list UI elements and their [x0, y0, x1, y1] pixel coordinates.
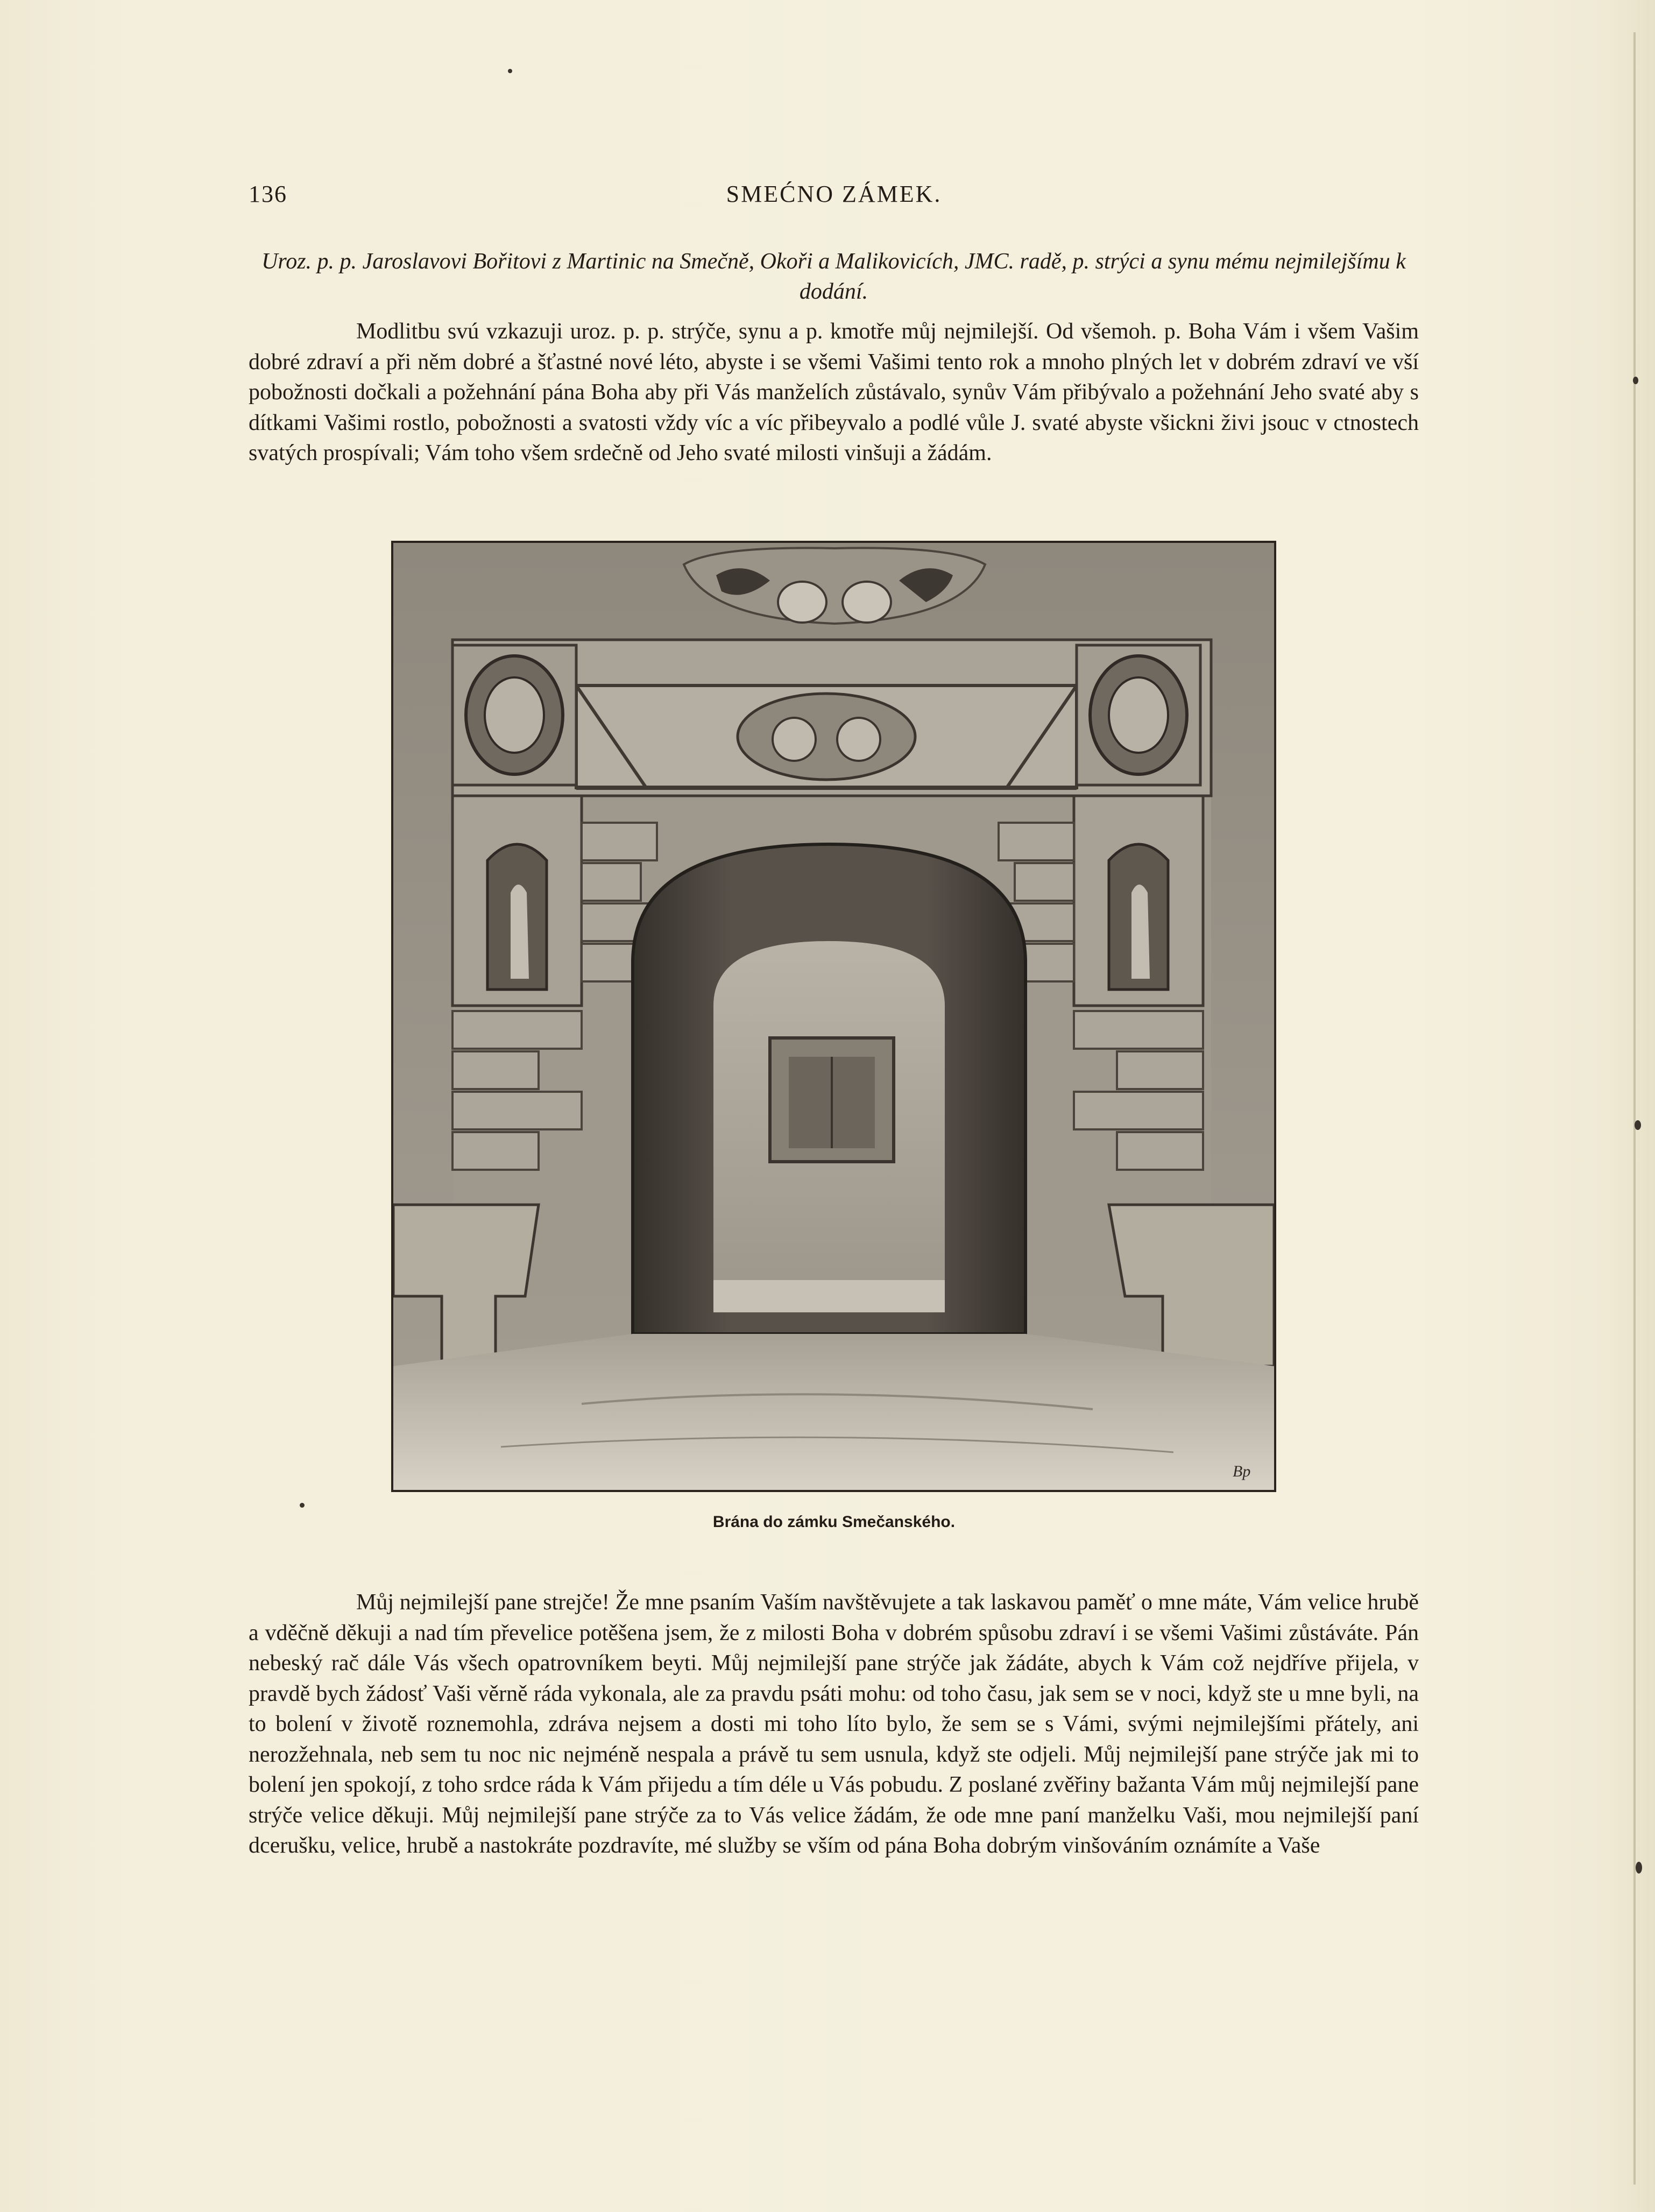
page-number: 136	[249, 181, 287, 207]
paper-speck	[300, 1503, 305, 1508]
illustration-caption: Brána do zámku Smečanského.	[712, 1513, 956, 1531]
paper-speck	[508, 69, 512, 73]
page-edge	[1633, 32, 1636, 2185]
running-title: SMEĆNO ZÁMEK.	[726, 181, 942, 207]
gate-illustration	[391, 541, 1276, 1492]
artist-signature: Bp	[1233, 1462, 1251, 1480]
paper-speck	[1633, 377, 1638, 384]
paper-speck	[1635, 1120, 1641, 1130]
letter-address: Uroz. p. p. Jaroslavovi Bořitovi z Martinic na Smečně, Okoři a Malikovicích, JMC. radě, p. strýci a synu mému nejmilejšímu k dodání.	[261, 249, 1406, 304]
courtyard-ground	[393, 1334, 1274, 1490]
letter-paragraph-2: Můj nejmilejší pane strejče! Že mne psaním Vaším navštěvujete a tak laskavou paměť o mne máte, Vám velice hrubě a vděčně děkuji a nad tím převelice potěšena jsem, že z milosti Boha v dobrém spůsobu zdraví i se všemi Vašimi zůstáváte. Pán nebeský rač dále Vás všech opatrovníkem beyti. Můj nejmilejší pane strýče jak žádáte, abych k Vám což nejdříve přijela, v pravdě bych žádosť Vaši věrně ráda vykonala, ale za pravdu psáti mohu: od toho času, jak sem se v noci, když ste u mne byli, na to bolení v životě roznemohla, zdráva nejsem a dosti mi toho líto bylo, že sem se s Vámi, svými nejmilejšími přátely, ani nerozžehnala, neb sem tu noc nic nejméně nespala a právě tu sem usnula, když ste odjeli. Můj nejmilejší pane strýče jak mi to bolení jen spokojí, z toho srdce ráda k Vám přijedu a tím déle u Vás pobudu. Z poslané zvěřiny bažanta Vám můj nejmilejší pane strýče velice děkuji. Můj nejmilejší pane strýče za to Vás velice žádám, že ode mne paní manželku Vaši, mou nejmilejší paní dcerušku, velice, hrubě a nastokráte pozdravíte, mé služby se vším od pána Boha dobrým vinšováním oznámíte a Vaše	[249, 1590, 1419, 1858]
paper-speck	[1636, 1862, 1642, 1874]
letter-paragraph-1: Modlitbu svú vzkazuji uroz. p. p. strýče, synu a p. kmotře můj nejmilejší. Od všemoh. p. Boha Vám i všem Vašim dobré zdraví a při něm dobré a šťastné nové léto, abyste i se všemi Vašimi tento rok a mnoho plných let v dobrém zdraví ve vší pobožnosti dočkali a požehnání pána Boha aby při Vás manželích zůstávalo, synův Vám přibývalo a požehnání Jeho svaté aby s dítkami Vašimi rostlo, pobožnosti a svatosti vždy víc a víc přibeyvalo a podlé vůle J. svaté abyste všickni živi jsouc v ctnostech svatých prospívali; Vám toho všem srdečně od Jeho svaté milosti vinšuji a žádám.	[249, 319, 1419, 465]
center-crest	[738, 694, 915, 780]
